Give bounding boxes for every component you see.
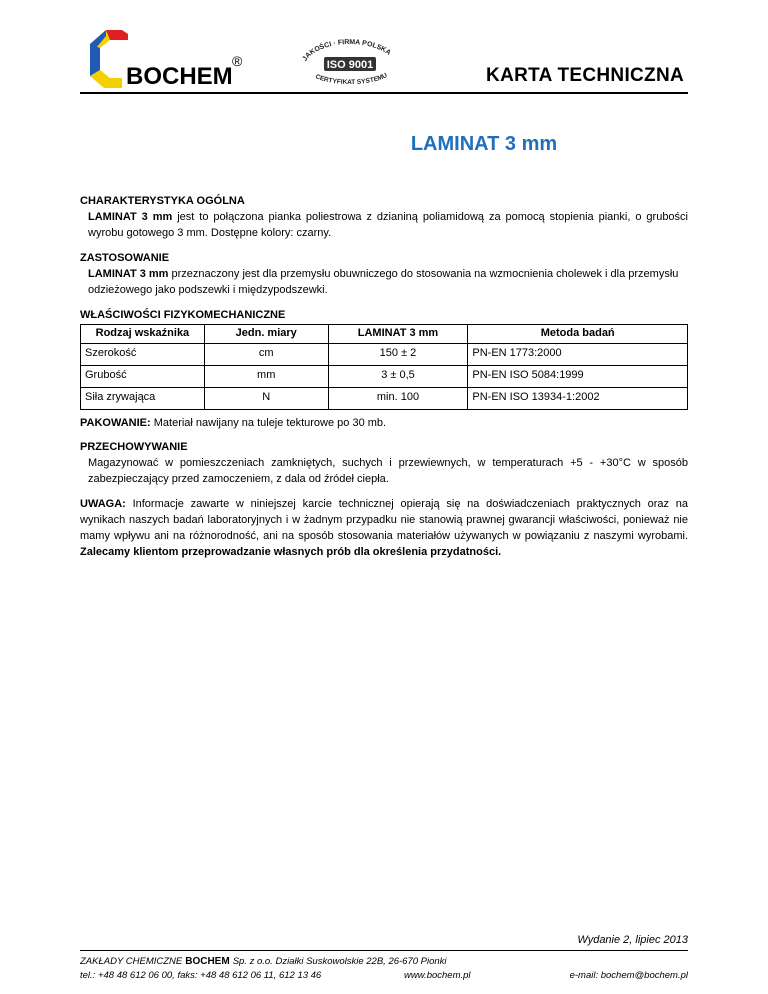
table-header-row <box>81 324 688 343</box>
svg-text:CERTYFIKAT SYSTEMU: CERTYFIKAT SYSTEMU <box>314 71 389 84</box>
column-header: Metoda badań <box>468 324 688 343</box>
properties-heading: WŁAŚCIWOŚCI FIZYKOMECHANICZNE <box>80 308 286 321</box>
iso-certificate-seal <box>290 38 410 84</box>
table-cell: cm <box>204 343 328 365</box>
general-heading: CHARAKTERYSTYKA OGÓLNA <box>80 195 245 207</box>
table-cell: Grubość <box>81 365 205 387</box>
footer-brand: BOCHEM <box>185 956 230 967</box>
general-lead: LAMINAT 3 mm <box>88 210 173 223</box>
footer-company-row <box>80 955 688 969</box>
note-text <box>80 497 688 561</box>
table-cell: Szerokość <box>81 343 205 365</box>
general-text <box>80 210 688 242</box>
section-properties <box>80 308 688 410</box>
section-usage <box>80 251 688 299</box>
footer-divider <box>80 950 688 951</box>
footer-email[interactable]: e-mail: bochem@bochem.pl <box>569 970 688 981</box>
packaging-text <box>80 416 688 432</box>
properties-table <box>80 324 688 410</box>
usage-body: przeznaczony jest dla przemysłu obuwniczego do stosowania na wzmocnienia cholewek i dla przemysłu odzieżowego jako podszewki i międzypodszewki. <box>88 267 679 296</box>
header-divider <box>80 92 688 94</box>
table-cell: 150 ± 2 <box>328 343 468 365</box>
table-row <box>81 387 688 409</box>
general-body: jest to połączona pianka poliestrowa z dzianiną poliamidową za pomocą stopienia pianki, o grubości wyrobu gotowego 3 mm. Dostępne kolory: czarny. <box>88 210 688 239</box>
usage-lead: LAMINAT 3 mm <box>88 267 169 280</box>
table-cell: PN-EN 1773:2000 <box>468 343 688 365</box>
packaging-body: Materiał nawijany na tuleje tekturowe po 30 mb. <box>150 416 387 429</box>
table-cell: mm <box>204 365 328 387</box>
document-type: KARTA TECHNICZNA <box>486 65 684 86</box>
company-prefix: ZAKŁADY CHEMICZNE <box>80 956 183 967</box>
table-cell: N <box>204 387 328 409</box>
footer <box>80 955 688 982</box>
section-note <box>80 497 688 561</box>
company-address: Sp. z o.o. Działki Suskowolskie 22B, 26-670 Pionki <box>232 956 447 967</box>
column-header: Rodzaj wskaźnika <box>81 324 205 343</box>
column-header: Jedn. miary <box>204 324 328 343</box>
note-lead: UWAGA: <box>80 498 126 511</box>
registered-mark: ® <box>232 53 243 69</box>
product-title: LAMINAT 3 mm <box>410 133 558 155</box>
packaging-lead: PAKOWANIE: <box>80 416 151 429</box>
section-storage <box>80 440 688 488</box>
document-body <box>80 194 688 570</box>
footer-phone: tel.: +48 48 612 06 00, faks: +48 48 612 06 11, 612 13 46 <box>80 970 322 981</box>
note-body: Informacje zawarte w niniejszej karcie technicznej opierają się na doświadczeniach praktycznych oraz na wynikach naszych badań laboratoryjnych i w żadnym przypadku nie stanowią prawnej gwarancji właściwości, ponieważ nie mamy wpływu ani na różnorodność, ani na sposób stosowania materiałów używanych w powiązaniu z naszymi wyrobami. <box>80 498 688 543</box>
svg-text:JAKOŚCI · FIRMA POLSKA: JAKOŚCI · FIRMA POLSKA <box>301 38 392 63</box>
table-cell: Siła zrywająca <box>81 387 205 409</box>
footer-website[interactable]: www.bochem.pl <box>404 970 471 981</box>
table-cell: min. 100 <box>328 387 468 409</box>
table-row <box>81 343 688 365</box>
table-row <box>81 365 688 387</box>
note-recommendation: Zalecamy klientom przeprowadzanie własnych prób dla określenia przydatności. <box>80 546 502 559</box>
section-packaging <box>80 416 688 432</box>
brand-wordmark: BOCHEM <box>126 63 233 90</box>
table-cell: PN-EN ISO 13934-1:2002 <box>468 387 688 409</box>
iso-label: ISO 9001 <box>326 59 374 71</box>
column-header: LAMINAT 3 mm <box>328 324 468 343</box>
bochem-logo <box>84 26 254 90</box>
storage-heading: PRZECHOWYWANIE <box>80 441 188 454</box>
section-general <box>80 194 688 242</box>
hexagon-logo-icon <box>90 30 128 88</box>
footer-contact-row <box>80 969 688 982</box>
usage-heading: ZASTOSOWANIE <box>80 251 170 264</box>
table-cell: PN-EN ISO 5084:1999 <box>468 365 688 387</box>
usage-text <box>80 267 688 299</box>
table-cell: 3 ± 0,5 <box>328 365 468 387</box>
edition-label: Wydanie 2, lipiec 2013 <box>577 934 688 946</box>
storage-text: Magazynować w pomieszczeniach zamkniętych, suchych i przewiewnych, w temperaturach +5 - +30°C w sposób zabezpieczający przed zamoczeniem, z dala od źródeł ciepła. <box>88 457 688 486</box>
